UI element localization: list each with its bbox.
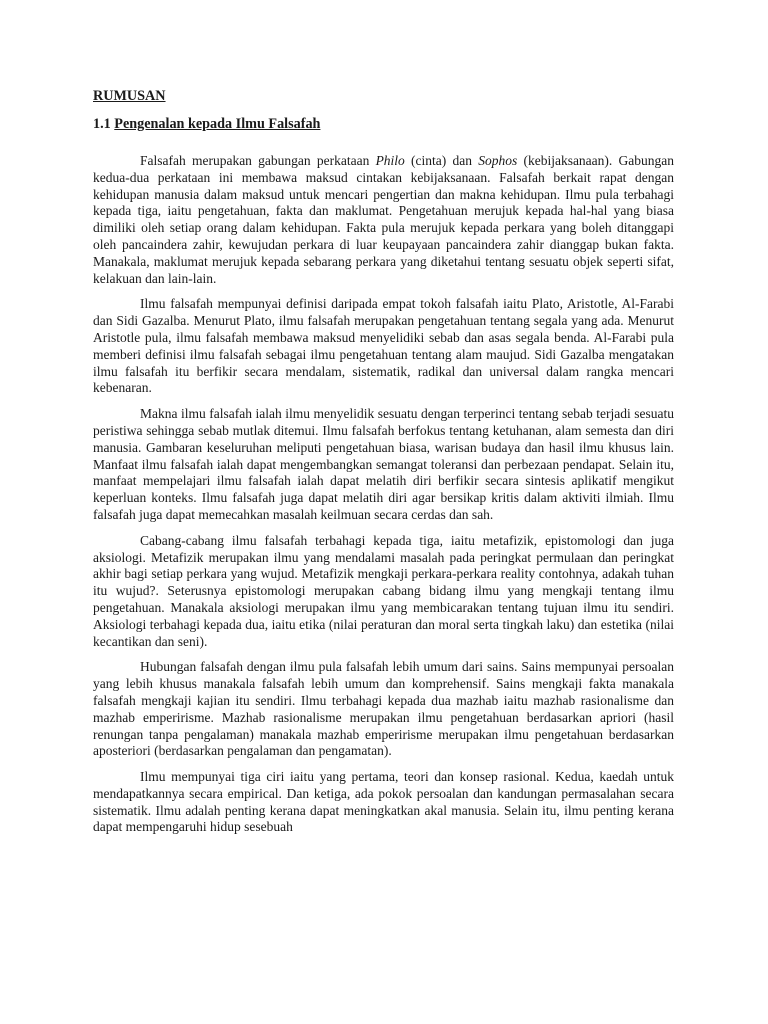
- paragraph-text: (cinta) dan: [404, 153, 479, 168]
- section-title: Pengenalan kepada Ilmu Falsafah: [114, 116, 321, 132]
- paragraph-6: [93, 769, 674, 836]
- paragraph-text: Makna ilmu falsafah ialah ilmu menyelidik sesuatu dengan terperinci tentang sebab terjadi sesuatu peristiwa sehingga sebab mutlak ditemui. Ilmu falsafah berfokus tentang ketuhanan, alam semesta dan diri manusia. Gambaran keseluruhan meliputi pengetahuan biasa, warisan budaya dan hasil ilmu khusus lain. Manfaat ilmu falsafah ialah dapat mengembangkan semangat toleransi dan perbezaan pendapat. Selain itu, manfaat mempelajari ilmu falsafah ialah dapat melatih diri berfikir secara sintesis aplikatif mengikut keperluan konteks. Ilmu falsafah juga dapat melatih diri agar bersikap kritis dalam aktiviti ilmiah. Ilmu falsafah juga dapat memecahkan masalah keilmuan secara cerdas dan sah.: [93, 406, 674, 522]
- italic-term: Sophos: [478, 153, 518, 168]
- document-heading: RUMUSAN: [93, 88, 166, 104]
- italic-term: Philo: [375, 153, 405, 168]
- paragraph-text: Ilmu mempunyai tiga ciri iaitu yang pertama, teori dan konsep rasional. Kedua, kaedah untuk mendapatkannya secara empirical. Dan ketiga, ada pokok persoalan dan kandungan permasalahan secara sistematik. Ilmu adalah penting kerana dapat meningkatkan akal manusia. Selain itu, ilmu penting kerana dapat mempengaruhi hidup sesebuah: [93, 769, 674, 835]
- paragraph-3: [93, 406, 674, 524]
- paragraph-2: [93, 296, 674, 397]
- paragraph-1: [93, 153, 674, 287]
- body-text: [93, 153, 674, 836]
- paragraph-4: [93, 533, 674, 651]
- document-page: [93, 86, 674, 836]
- paragraph-5: [93, 659, 674, 760]
- paragraph-text: Cabang-cabang ilmu falsafah terbahagi kepada tiga, iaitu metafizik, epistomologi dan juga aksiologi. Metafizik merupakan ilmu yang mendalami masalah pada peringkat permulaan dan peringkat akhir bagi setiap perkara yang wujud. Metafizik mengkaji perkara-perkara reality contohnya, adakah tuhan itu wujud?. Seterusnya epistomologi merupakan cabang bidang ilmu yang mengkaji tentang ilmu pengetahuan. Manakala aksiologi merupakan ilmu yang membicarakan tentang tujuan ilmu itu sendiri. Aksiologi terbahagi kepada dua, iaitu etika (nilai peraturan dan moral serta tingkah laku) dan estetika (nilai kecantikan dan seni).: [93, 532, 674, 649]
- paragraph-text: Hubungan falsafah dengan ilmu pula falsafah lebih umum dari sains. Sains mempunyai persoalan yang lebih khusus manakala falsafah lebih umum dan komprehensif. Sains mengkaji fakta manakala falsafah mengkaji kajian itu sendiri. Ilmu terbahagi kepada dua mazhab iaitu mazhab rasionalisme dan mazhab emperirisme. Mazhab rasionalisme merupakan ilmu pengetahuan berdasarkan apriori (hasil renungan tanpa pengalaman) manakala mazhab emperirisme merupakan ilmu pengetahuan berdasarkan aposteriori (berdasarkan pengalaman dan pengamatan).: [93, 659, 674, 759]
- section-heading: [93, 114, 674, 134]
- paragraph-text: Ilmu falsafah mempunyai definisi daripada empat tokoh falsafah iaitu Plato, Aristotle, Al-Farabi dan Sidi Gazalba. Menurut Plato, ilmu falsafah merupakan pengetahuan tentang segala yang ada. Menurut Aristotle pula, ilmu falsafah membawa maksud menyelidiki sebab dan asas segala benda. Al-Farabi pula memberi definisi ilmu falsafah sebagai ilmu pengetahuan tentang alam maujud. Sidi Gazalba mengatakan ilmu falsafah itu berfikir secara mendalam, sistematik, radikal dan universal dalam rangka mencari kebenaran.: [93, 296, 674, 396]
- section-number: 1.1: [93, 116, 111, 132]
- paragraph-text: (kebijaksanaan). Gabungan kedua-dua perkataan ini membawa maksud cintakan kebijaksanaan. Falsafah berkait rapat dengan kehidupan manusia dalam maksud untuk mencari pengertian dan makna kehidupan. Ilmu pula terbahagi kepada tiga, iaitu pengetahuan, fakta dan maklumat. Pengetahuan merujuk kepada hal-hal yang biasa dimiliki oleh setiap orang dalam kehidupan. Fakta pula merujuk kepada perkara yang boleh ditanggapi oleh pancaindera zahir, kewujudan perkara di luar keupayaan pancaindera zahir dianggap bukan fakta. Manakala, maklumat merujuk kepada sebarang perkara yang diketahui tentang sesuatu objek seperti sifat, kelakuan dan lain-lain.: [93, 153, 674, 286]
- paragraph-text: Falsafah merupakan gabungan perkataan: [140, 153, 376, 168]
